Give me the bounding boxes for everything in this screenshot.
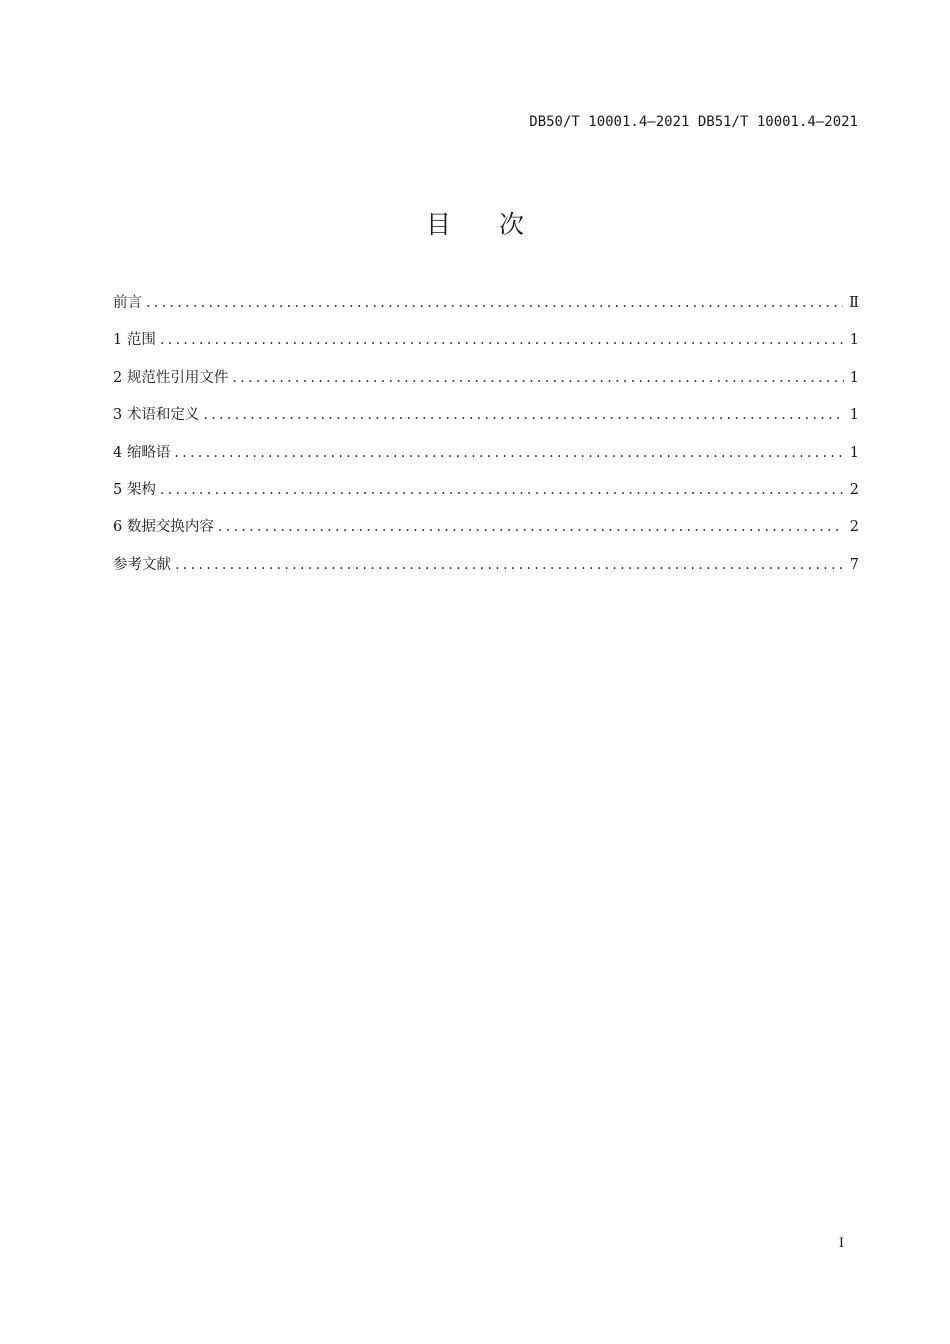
- toc-entry-abbreviations[interactable]: [113, 441, 859, 478]
- toc-entry-page: 1: [849, 332, 859, 349]
- toc-entry-page: 1: [849, 407, 859, 424]
- toc-entry-architecture[interactable]: [113, 478, 859, 515]
- toc-entry-page: 1: [849, 444, 859, 461]
- toc-entry-label: 1 范围: [113, 332, 156, 349]
- toc-leader-dots: [203, 403, 843, 427]
- toc-entry-page: Ⅱ: [849, 295, 859, 311]
- toc-entry-bibliography[interactable]: [113, 553, 859, 590]
- toc-entry-data-exchange[interactable]: [113, 515, 859, 552]
- toc-entry-label: 前言: [113, 295, 142, 311]
- toc-title: 目 次: [426, 210, 544, 239]
- page-number: I: [838, 1236, 844, 1251]
- toc-entry-terms-definitions[interactable]: [113, 403, 859, 440]
- toc-entry-label: 参考文献: [113, 556, 171, 573]
- toc-entry-label: 2 规范性引用文件: [113, 369, 229, 386]
- toc-entry-page: 2: [849, 481, 859, 498]
- toc-leader-dots: [146, 291, 843, 315]
- toc-leader-dots: [160, 478, 844, 502]
- toc-entry-normative-references[interactable]: [113, 366, 859, 403]
- toc-entry-foreword[interactable]: [113, 291, 859, 328]
- toc-leader-dots: [218, 515, 844, 539]
- toc-entry-label: 6 数据交换内容: [113, 519, 214, 536]
- toc-entry-page: 2: [849, 519, 859, 536]
- toc-entry-page: 7: [849, 556, 859, 573]
- toc-entry-label: 4 缩略语: [113, 444, 171, 461]
- toc-entry-page: 1: [849, 369, 859, 386]
- toc-leader-dots: [160, 328, 844, 352]
- toc-entry-scope[interactable]: [113, 328, 859, 365]
- toc-leader-dots: [232, 366, 843, 390]
- table-of-contents: [113, 291, 859, 590]
- toc-entry-label: 5 架构: [113, 481, 156, 498]
- toc-leader-dots: [174, 441, 843, 465]
- document-number: DB50/T 10001.4—2021 DB51/T 10001.4—2021: [529, 114, 858, 130]
- toc-entry-label: 3 术语和定义: [113, 407, 200, 424]
- toc-leader-dots: [175, 553, 844, 577]
